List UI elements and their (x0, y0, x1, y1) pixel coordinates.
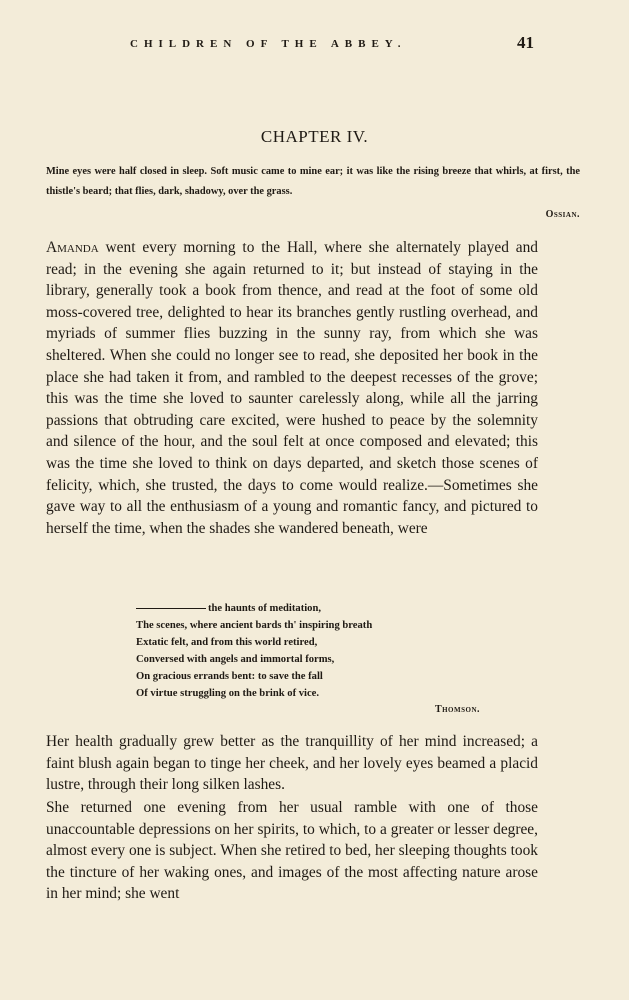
paragraph-2: Her health gradually grew better as the tranquillity of her mind increased; a faint blush again began to tinge her cheek, and her lovely eyes beamed a placid lustre, through their long silken lashes. (46, 733, 538, 794)
verse-dash (136, 608, 206, 609)
epigraph-attribution: Ossian. (545, 209, 580, 220)
verse-line: On gracious errands bent: to save the fall (136, 671, 323, 682)
chapter-title: CHAPTER IV. (260, 127, 369, 146)
verse-quotation (136, 600, 476, 702)
verse-line (136, 600, 476, 617)
paragraph-1-lead: Amanda (46, 239, 99, 256)
paragraph-1-text: went every morning to the Hall, where she alternately played and read; in the evening she again returned to it; but instead of staying in the library, generally took a book from thence, and read at the foot of some old moss-covered tree, delighted to hear its branches gently rustling overhead, and myriads of summer flies buzzing in the sunny ray, from which she was sheltered. When she could no longer see to read, she deposited her book in the place she had taken it from, and rambled to the deepest recesses of the grove; this was the time she loved to saunter carelessly along, while all the jarring passions that obtruding care excited, were hushed to peace by the solemnity and silence of the hour, and the soul felt at once composed and elevated; this was the time she loved to think on days departed, and sketch those scenes of felicity, which, she trusted, the days to come would realize.—Sometimes she gave way to all the enthusiasm of a young and romantic fancy, and pictured to herself the time, when the shades she wandered beneath, were (46, 239, 538, 537)
running-head: CHILDREN OF THE ABBEY. (130, 38, 407, 50)
verse-attribution: Thomson. (434, 704, 480, 715)
paragraph-3: She returned one evening from her usual ramble with one of those unaccountable depressions on her spirits, to which, to a greater or lesser degree, almost every one is subject. When she retired to bed, her sleeping thoughts took the tincture of her waking ones, and images of the most affecting nature arose in her mind; she went (46, 799, 538, 903)
verse-line: The scenes, where ancient bards th' inspiring breath (136, 620, 373, 631)
epigraph-text: Mine eyes were half closed in sleep. Soft music came to mine ear; it was like the rising breeze that whirls, at first, the thistle's beard; that flies, dark, shadowy, over the grass. (46, 166, 580, 197)
verse-line: Conversed with angels and immortal forms, (136, 654, 335, 665)
page-number: 41 (517, 33, 534, 52)
verse-line: Of virtue struggling on the brink of vice. (136, 688, 320, 699)
verse-line-text: the haunts of meditation, (208, 603, 322, 614)
paragraph-1 (46, 237, 538, 539)
verse-line: Extatic felt, and from this world retired, (136, 637, 318, 648)
